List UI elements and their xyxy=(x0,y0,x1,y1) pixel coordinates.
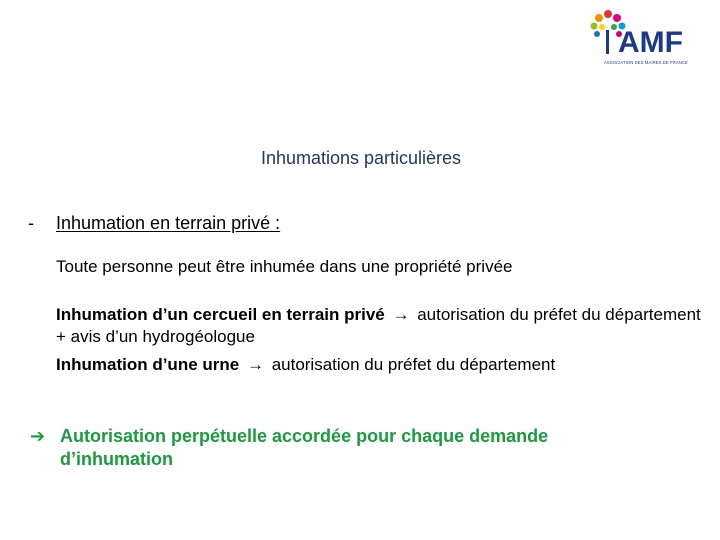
paragraph-coffin xyxy=(56,304,706,348)
logo-wordmark: AMF xyxy=(618,26,683,59)
arrow-right-icon: → xyxy=(246,355,264,374)
urn-requirement: autorisation du préfet du département xyxy=(271,355,556,374)
coffin-requirement: autorisation du préfet du département + avis d’un hydrogéologue xyxy=(56,305,701,346)
bullet-dash: - xyxy=(28,213,34,233)
logo-tagline: ASSOCIATION DES MAIRES DE FRANCE xyxy=(604,60,688,65)
amf-logo xyxy=(588,6,716,72)
slide-title-text: Inhumations particulières xyxy=(260,148,462,168)
paragraph-urn xyxy=(56,354,555,376)
conclusion xyxy=(30,425,650,471)
urn-label: Inhumation d’une urne xyxy=(56,355,240,374)
arrow-right-icon: → xyxy=(392,305,410,324)
arrow-bullet-icon: ➔ xyxy=(30,426,46,446)
subheading: Inhumation en terrain privé : xyxy=(56,213,281,233)
conclusion-text: Autorisation perpétuelle accordée pour chaque demande d’inhumation xyxy=(60,426,549,469)
slide-title xyxy=(0,147,720,169)
coffin-label: Inhumation d’un cercueil en terrain privé xyxy=(56,305,385,324)
paragraph-private-property: Toute personne peut être inhumée dans une propriété privée xyxy=(56,257,513,276)
